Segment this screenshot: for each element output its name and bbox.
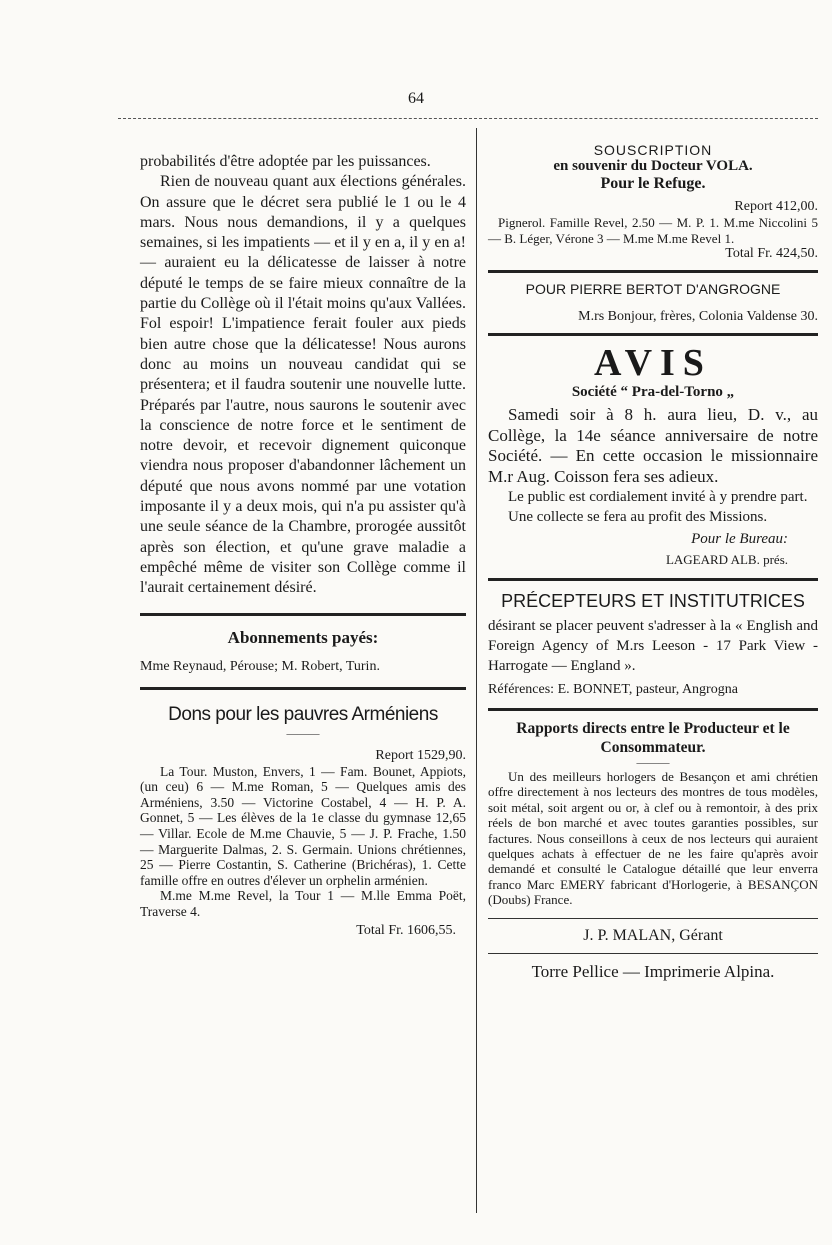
right-column	[488, 142, 818, 982]
abonnements-title: Abonnements payés:	[227, 627, 379, 647]
ornament: ———	[636, 757, 670, 769]
ornament: ———	[286, 727, 320, 740]
precepteurs-ref: Références: E. BONNET, pasteur, Angrogna	[488, 682, 738, 697]
section-rule	[488, 918, 818, 919]
avis-text: Samedi soir à 8 h. aura lieu, D. v., au Collège, la 14e séance anniversaire de notre Société. — En cette occasion le missionnaire M.r Aug. Coisson fera ses adieux.	[488, 405, 818, 486]
section-rule	[488, 333, 818, 336]
precepteurs-title: PRÉCEPTEURS ET INSTITUTRICES	[501, 591, 805, 611]
left-column	[140, 152, 466, 939]
bertot-text: M.rs Bonjour, frères, Colonia Valdense 30.	[578, 309, 818, 324]
avis-sign-1: Pour le Bureau:	[691, 531, 788, 547]
dons-title: Dons pour les pauvres Arméniens	[168, 703, 438, 725]
avis-text-2: Le public est cordialement invité à y prendre part.	[508, 489, 808, 505]
avis-society: Société “ Pra-del-Torno „	[571, 384, 735, 400]
dons-total: Total Fr. 1606,55.	[356, 923, 456, 939]
avis-text-3: Une collecte se fera au profit des Missions.	[508, 509, 768, 525]
imprimerie-line: Torre Pellice — Imprimerie Alpina.	[531, 961, 775, 981]
top-rule	[118, 118, 818, 119]
souscription-line-2: Pour le Refuge.	[600, 175, 706, 192]
dons-report: Report 1529,90.	[375, 747, 466, 763]
souscription-line-1: en souvenir du Docteur VOLA.	[553, 158, 753, 174]
page-number: 64	[408, 90, 424, 107]
section-rule	[488, 953, 818, 954]
section-rule	[488, 708, 818, 711]
souscription-report: Report 412,00.	[734, 199, 818, 214]
avis-sign-2: LAGEARD ALB. prés.	[665, 552, 788, 567]
section-rule	[488, 578, 818, 581]
column-divider	[476, 128, 477, 1213]
section-rule	[488, 270, 818, 273]
rapports-title: Rapports directs entre le Producteur et le Consommateur.	[516, 720, 790, 756]
dons-text: La Tour. Muston, Envers, 1 — Fam. Bounet, Appiots, (un ceu) 6 — M.me Roman, 5 — Quelques amis des Arméniens, 3.50 — Victorine Costabel, 4 — H. P. A. Gonnet, 5 — Les élèves de la 1e classe du gymnase 12,65 — Villar. Ecole de M.me Chauvie, 5 — J. P. Frache, 1.50 — Marguerite Dalmas, 2. S. Germain. Unions chrétiennes, 25 — Pierre Costantin, S. Catherine (Brichéras), 1. Cette famille offre en outres d'élever un orphelin arménien.	[140, 763, 466, 888]
section-rule	[140, 613, 466, 616]
souscription-total: Total Fr. 424,50.	[725, 246, 818, 261]
article-paragraph-1: probabilités d'être adoptée par les puissances.	[140, 153, 431, 170]
avis-title: AVIS	[594, 342, 712, 384]
gerant-line: J. P. MALAN, Gérant	[583, 926, 723, 944]
rapports-text: Un des meilleurs horlogers de Besançon et ami chrétien offre directement à nos lecteurs des montres de tous modèles, soit métal, soit argent ou or, à clef ou à remontoir, à des prix réels de bon marché et avec toutes garanties possibles, sur factures. Nous conseillons à ceux de nos lecteurs qui auraient quelques achats à effectuer de ne les faire qu'après avoir demandé et consulté le Catalogue détaillé que leur enverra franco Marc EMERY fabricant d'Horlogerie, à BESANÇON (Doubs) France.	[488, 769, 818, 908]
section-rule	[140, 687, 466, 690]
souscription-title: SOUSCRIPTION	[593, 142, 713, 158]
dons-text-2: M.me M.me Revel, la Tour 1 — M.lle Emma Poët, Traverse 4.	[140, 888, 466, 919]
souscription-text: Pignerol. Famille Revel, 2.50 — M. P. 1. M.me Niccolini 5 — B. Léger, Vérone 3 — M.me M.me Revel 1.	[488, 215, 818, 246]
abonnements-text: Mme Reynaud, Pérouse; M. Robert, Turin.	[140, 658, 380, 674]
precepteurs-text: désirant se placer peuvent s'adresser à la « English and Foreign Agency of M.rs Leeson - 17 Park View - Harrogate — England ».	[488, 618, 818, 674]
bertot-title: POUR PIERRE BERTOT D'ANGROGNE	[525, 281, 781, 297]
article-paragraph-2: Rien de nouveau quant aux élections générales. On assure que le décret sera publié le 1 ou le 4 mars. Nous nous demandions, il y a quelques semaines, si les impatients — et il y en a, il y en a! — auraient eu la délicatesse de laisser à notre député le temps de se faire mieux connaître de la partie du Collège où il l'était moins qu'aux Vallées. Fol espoir! L'impatience ferait fouler aux pieds bien autre chose que la délicatesse! Nous aurons donc au moins un nouveau candidat qui se présentera; et il faudra soutenir une nouvelle lutte. Préparés par l'autre, nous saurons le soutenir avec la conscience de notre force et le sentiment de notre devoir, et recevoir dignement quiconque viendra nous proposer d'abandonner lâchement un député que nous avons nommé par une votation imposante il y a deux mois, qui n'a pu assister qu'à une seule séance de la Chambre, prorogée aussitôt après son élection, et qu'une grave maladie a empêché même de visiter son Collège comme il l'aurait certainement désiré.	[140, 173, 466, 597]
